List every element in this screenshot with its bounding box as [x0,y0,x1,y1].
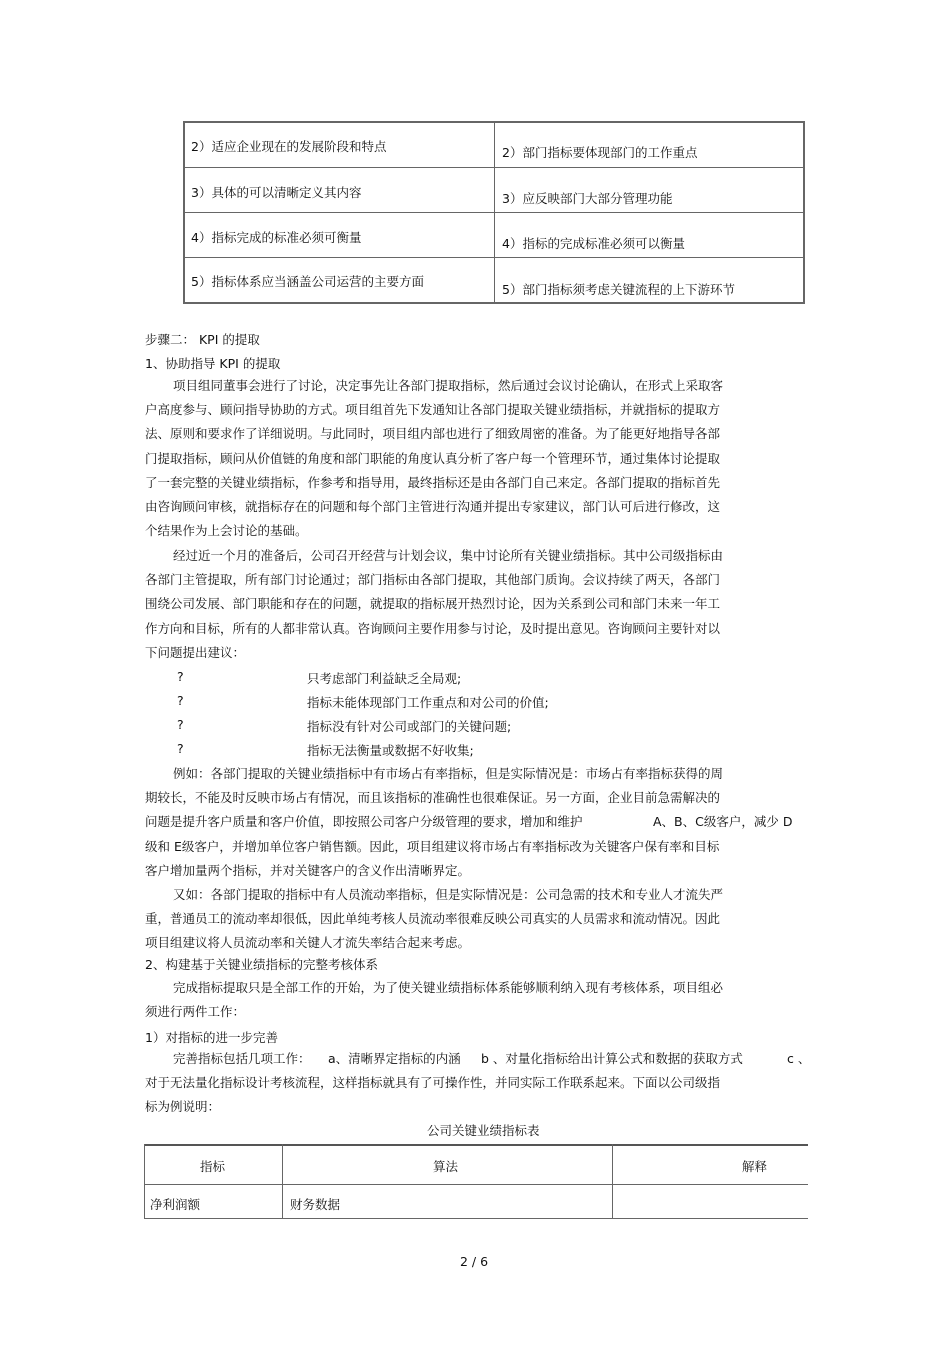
text-fragment: b 、对量化指标给出计算公式和数据的获取方式 [481,1051,743,1066]
table-cell: 净利润额 [150,1197,201,1212]
list-item: 指标未能体现部门工作重点和对公司的价值; [307,695,549,710]
table-cell: 4）指标的完成标准必须可以衡量 [502,236,685,251]
section2-heading: 2、构建基于关键业绩指标的完整考核体系 [145,957,378,972]
text-line: 下问题提出建议： [145,644,246,660]
text-line: 作方向和目标，所有的人都非常认真。咨询顾问主要作用参与讨论，及时提出意见。咨询顾问主要针对以 [145,620,721,636]
paragraph-3 [145,762,805,883]
section1-heading: 1、协助指导 KPI 的提取 [145,356,281,371]
text-line: 门提取指标，顾问从价值链的角度和部门职能的角度认真分析了客户每一个管理环节，通过集体讨论提取 [145,450,721,466]
bullet-marker: ? [177,717,184,732]
table-cell: 5）指标体系应当涵盖公司运营的主要方面 [191,274,424,289]
paragraph-5 [145,976,805,1024]
table-cell: 3）应反映部门大部分管理功能 [502,191,673,206]
text-line: 了一套完整的关键业绩指标，作参考和指导用，最终指标还是由各部门自己来定。各部门提取的指标首先 [145,474,721,490]
text-line: 级和 E级客户，并增加单位客户销售额。因此，项目组建议将市场占有率指标改为关键客户保有率和目标 [145,838,720,854]
text-line [145,1047,811,1071]
text-line: 法、原则和要求作了详细说明。与此同时，项目组内部也进行了细致周密的准备。为了能更好地指导各部 [145,426,721,442]
text-line: 重，普通员工的流动率却很低，因此单纯考核人员流动率很难反映公司真实的人员需求和流动情况。因此 [145,911,721,927]
list-item: 指标没有针对公司或部门的关键问题; [307,719,512,734]
list-item: 只考虑部门利益缺乏全局观; [307,671,462,686]
page-number: 2 / 6 [460,1254,489,1269]
text-fragment: c 、 [787,1051,811,1066]
text-fragment: 完善指标包括几项工作： [173,1051,311,1066]
paragraph-1 [145,374,805,543]
subsection-heading: 1）对指标的进一步完善 [145,1030,278,1045]
criteria-table [183,121,805,304]
text-line: 完成指标提取只是全部工作的开始，为了使关键业绩指标体系能够顺利纳入现有考核体系，项目组必 [173,980,724,995]
text-line: 又如：各部门提取的指标中有人员流动率指标，但是实际情况是：公司急需的技术和专业人才流失严 [173,887,724,902]
table-cell: 3）具体的可以清晰定义其内容 [191,185,362,200]
table-cell: 财务数据 [290,1197,341,1212]
text-line: 项目组同董事会进行了讨论，决定事先让各部门提取指标，然后通过会议讨论确认，在形式上采取客 [173,378,724,393]
kpi-table [144,1144,808,1220]
step2-heading: 步骤二： KPI 的提取 [145,332,260,347]
table-cell: 2）部门指标要体现部门的工作重点 [502,145,698,160]
text-line: 项目组建议将人员流动率和关键人才流失率结合起来考虑。 [145,935,471,951]
text-line: 各部门主管提取，所有部门讨论通过；部门指标由各部门提取，其他部门质询。会议持续了两天，各部门 [145,572,721,588]
table-cell: 5）部门指标须考虑关键流程的上下游环节 [502,282,735,297]
text-line: 例如：各部门提取的关键业绩指标中有市场占有率指标，但是实际情况是：市场占有率指标获得的周 [173,766,724,781]
text-line: 对于无法量化指标设计考核流程，这样指标就具有了可操作性，并同实际工作联系起来。下面以公司级指 [145,1075,721,1091]
column-header: 算法 [433,1159,459,1174]
table-cell: 4）指标完成的标准必须可衡量 [191,230,362,245]
text-fragment: 问题是提升客户质量和客户价值，即按照公司客户分级管理的要求，增加和维护 [145,814,583,830]
paragraph-2 [145,544,805,665]
column-header: 解释 [742,1159,768,1174]
text-line: 由咨询顾问审核，就指标存在的问题和每个部门主管进行沟通并提出专家建议，部门认可后进行修改，这 [145,499,721,515]
bullet-marker: ? [177,693,184,708]
text-line: 户高度参与、顾问指导协助的方式。项目组首先下发通知让各部门提取关键业绩指标，并就指标的提取方 [145,402,721,418]
text-line: 经过近一个月的准备后，公司召开经营与计划会议，集中讨论所有关键业绩指标。其中公司级指标由 [173,548,724,563]
bullet-marker: ? [177,669,184,684]
table-cell: 2）适应企业现在的发展阶段和特点 [191,139,387,154]
text-fragment: A、B、C级客户，减少 D [653,814,793,830]
text-line: 须进行两件工作： [145,1004,246,1020]
table-caption: 公司关键业绩指标表 [427,1123,540,1138]
text-line [145,810,805,834]
text-fragment: a、清晰界定指标的内涵 [328,1051,461,1066]
paragraph-6 [145,1047,811,1120]
text-line: 围绕公司发展、部门职能和存在的问题，就提取的指标展开热烈讨论，因为关系到公司和部门未来一年工 [145,596,721,612]
text-line: 客户增加量两个指标，并对关键客户的含义作出清晰界定。 [145,862,471,878]
list-item: 指标无法衡量或数据不好收集; [307,743,474,758]
paragraph-4 [145,883,805,956]
text-line: 个结果作为上会讨论的基础。 [145,523,308,539]
text-line: 标为例说明： [145,1099,221,1115]
bullet-marker: ? [177,741,184,756]
text-line: 期较长，不能及时反映市场占有情况，而且该指标的准确性也很难保证。另一方面，企业目前急需解决的 [145,790,721,806]
column-header: 指标 [200,1159,226,1174]
